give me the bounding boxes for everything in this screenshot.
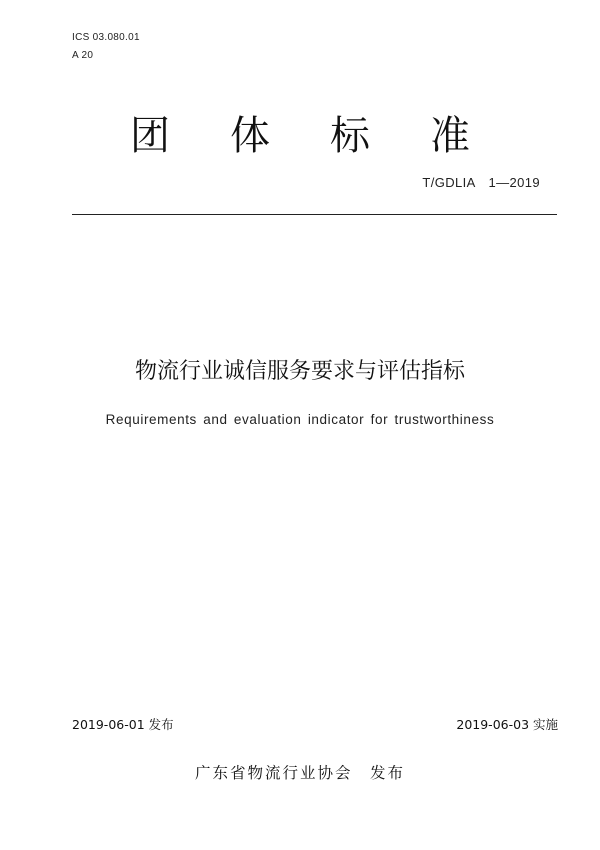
standard-type-char-3: 标 bbox=[330, 113, 370, 159]
header-divider bbox=[72, 214, 557, 215]
document-title-chinese: 物流行业诚信服务要求与评估指标 bbox=[134, 359, 465, 384]
ccs-code: A 20 bbox=[72, 50, 94, 61]
issuing-organization: 广东省物流行业协会 发布 bbox=[194, 764, 405, 782]
standard-type-char-1: 团 bbox=[130, 113, 170, 159]
ics-code: ICS 03.080.01 bbox=[72, 32, 140, 43]
standard-type-char-2: 体 bbox=[230, 113, 270, 159]
standard-type-heading bbox=[0, 112, 600, 160]
document-title-english: Requirements and evaluation indicator for trustworthiness bbox=[105, 412, 495, 427]
implementation-date: 2019-06-03 实施 bbox=[456, 717, 558, 732]
standard-type-char-4: 准 bbox=[430, 113, 470, 159]
standard-number: T/GDLIA 1—2019 bbox=[422, 175, 540, 190]
issue-date: 2019-06-01 发布 bbox=[72, 717, 174, 732]
